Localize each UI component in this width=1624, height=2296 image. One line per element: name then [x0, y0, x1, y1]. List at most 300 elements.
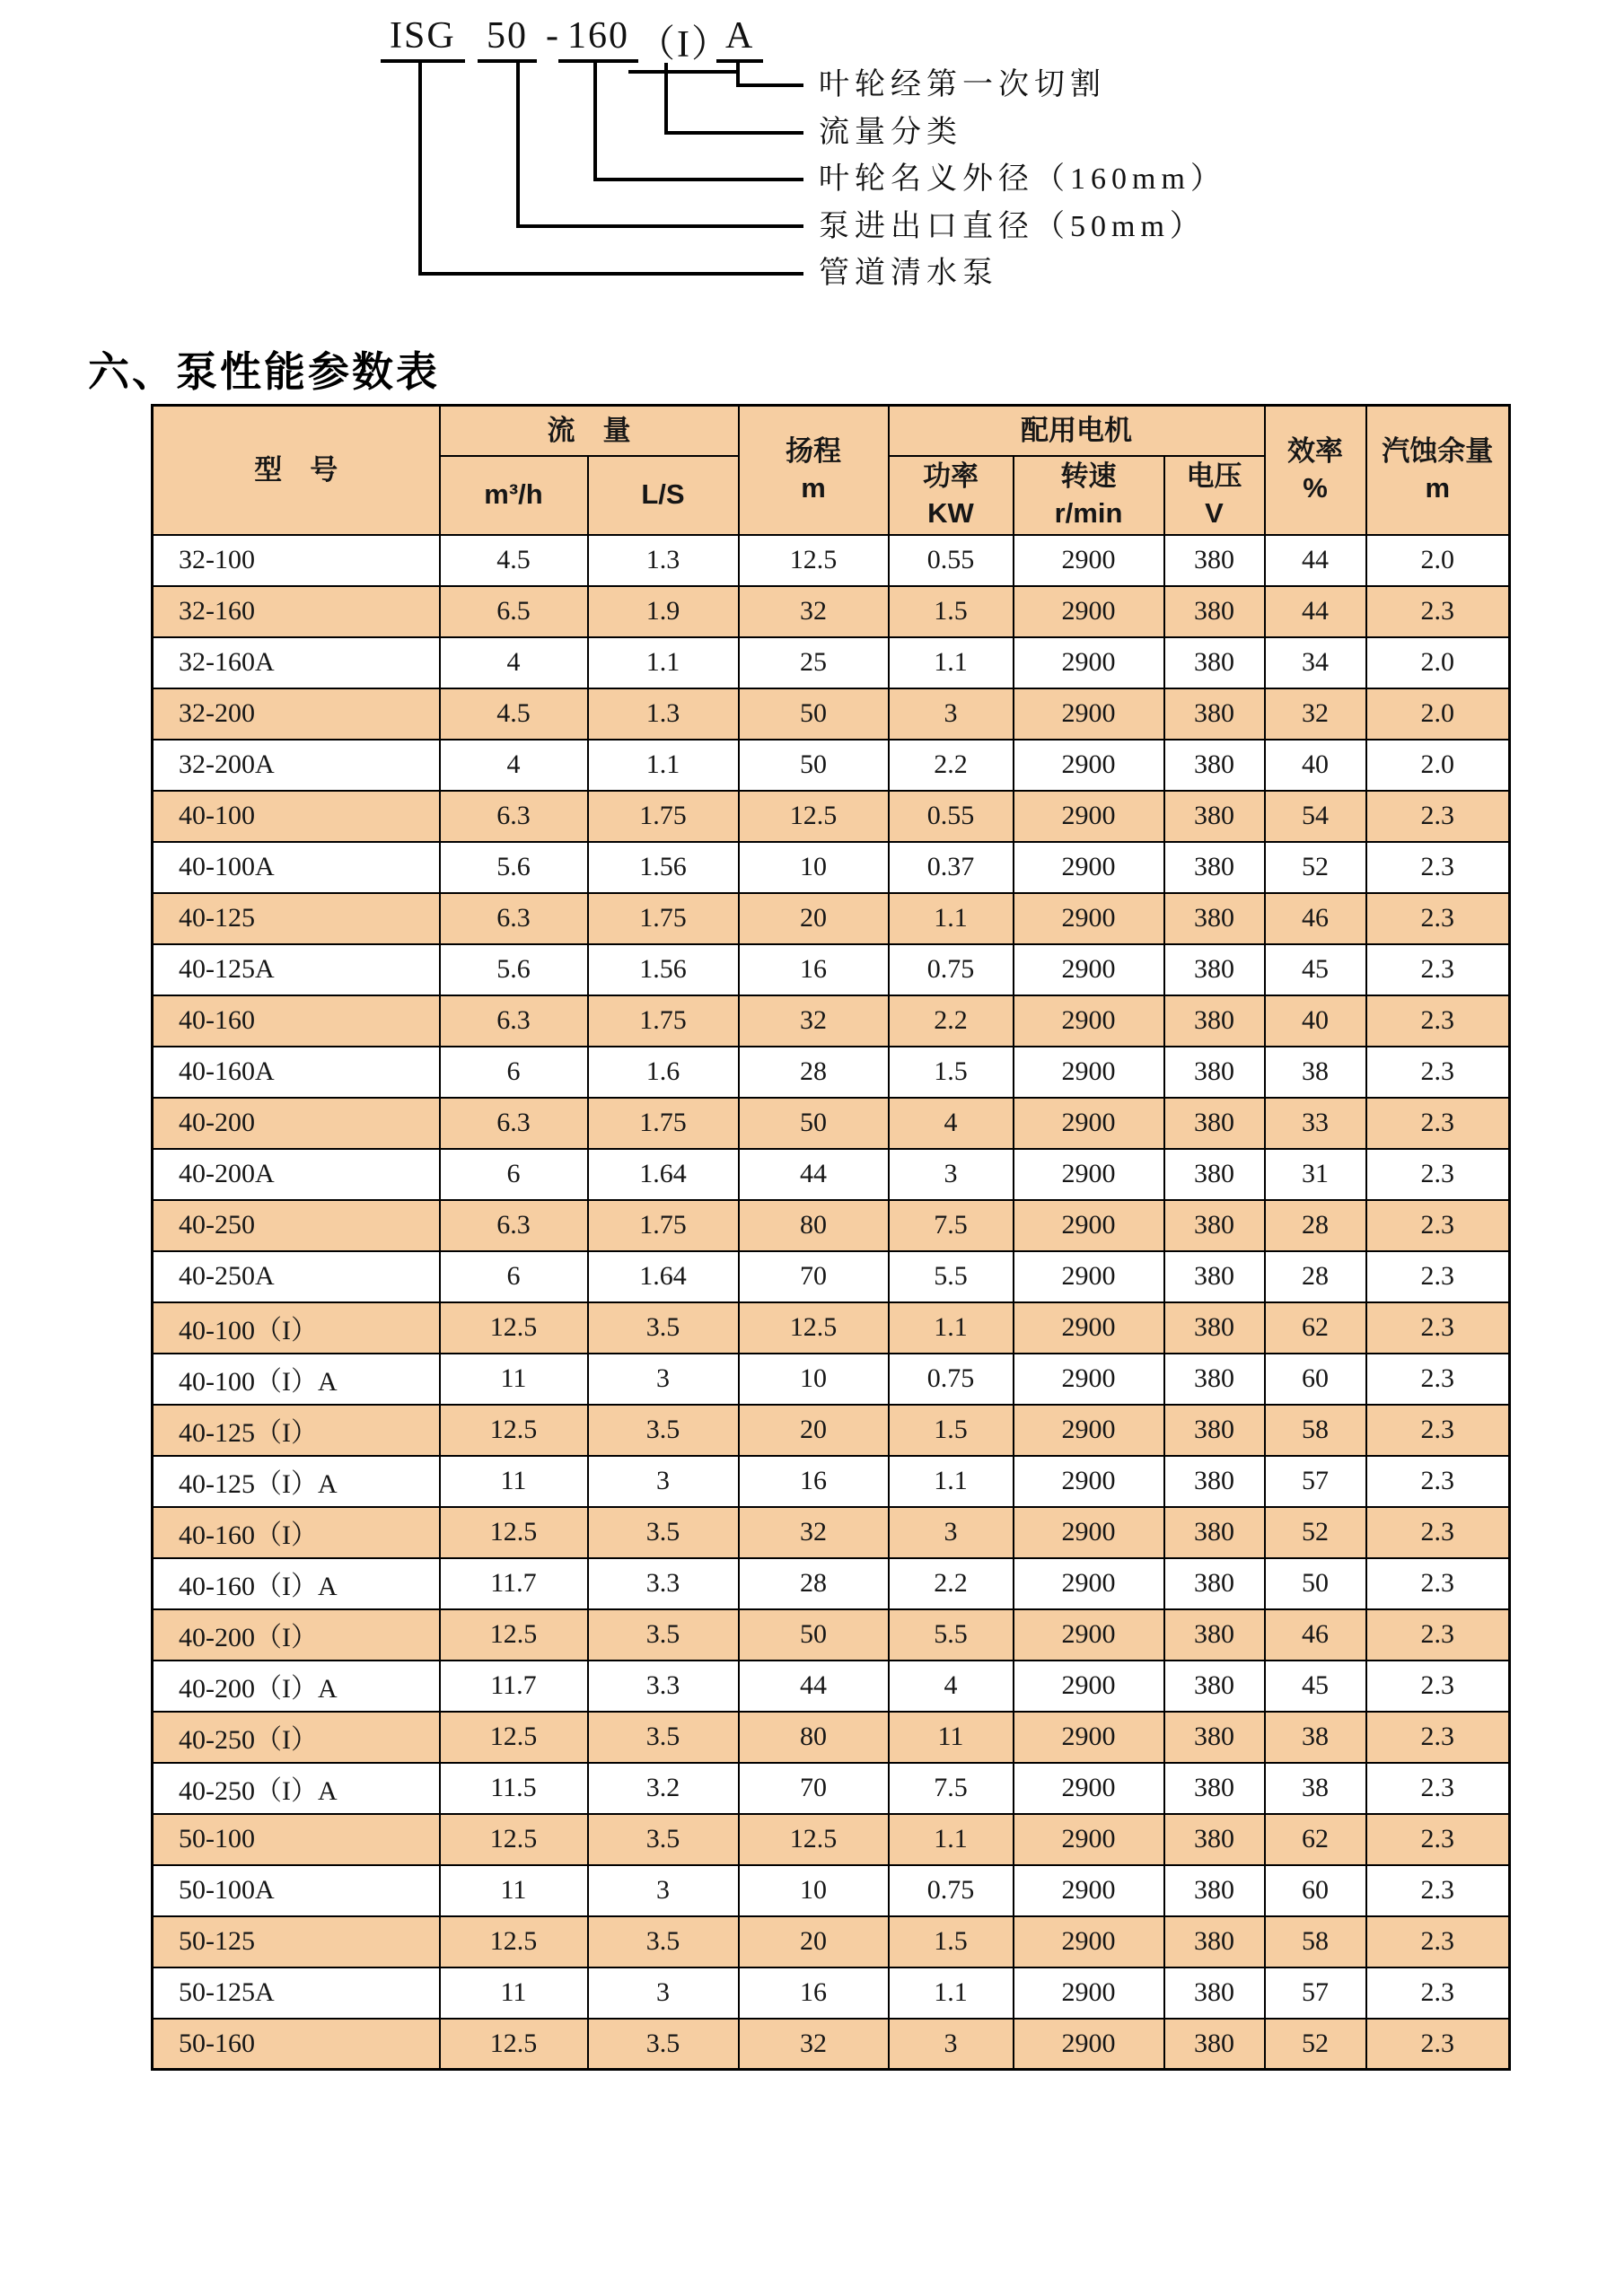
cell-model: 32-100 — [153, 535, 440, 586]
cell-head: 20 — [739, 1916, 889, 1967]
cell-v: 380 — [1164, 791, 1265, 842]
cell-eff: 31 — [1265, 1149, 1366, 1200]
cell-rpm: 2900 — [1014, 1712, 1164, 1763]
table-row — [153, 637, 1510, 688]
table-row — [153, 535, 1510, 586]
cell-model: 40-200（I） — [153, 1609, 440, 1661]
cell-model: 32-160 — [153, 586, 440, 637]
cell-rpm: 2900 — [1014, 1302, 1164, 1354]
cell-npsh: 2.3 — [1366, 1507, 1510, 1558]
table-row — [153, 1047, 1510, 1098]
cell-m3h: 5.6 — [440, 944, 588, 995]
cell-m3h: 12.5 — [440, 1405, 588, 1456]
cell-m3h: 12.5 — [440, 1712, 588, 1763]
cell-model: 40-125（I）A — [153, 1456, 440, 1507]
table-row — [153, 1507, 1510, 1558]
cell-eff: 45 — [1265, 1661, 1366, 1712]
cell-m3h: 6 — [440, 1251, 588, 1302]
cell-eff: 52 — [1265, 2019, 1366, 2070]
code-part-cut: A — [716, 14, 763, 63]
cell-model: 50-125A — [153, 1967, 440, 2019]
cell-eff: 38 — [1265, 1047, 1366, 1098]
cell-ls: 1.75 — [588, 995, 739, 1047]
cell-head: 44 — [739, 1661, 889, 1712]
cell-eff: 57 — [1265, 1456, 1366, 1507]
cell-kw: 1.1 — [889, 893, 1014, 944]
cell-ls: 3 — [588, 1354, 739, 1405]
cell-head: 25 — [739, 637, 889, 688]
cell-npsh: 2.3 — [1366, 893, 1510, 944]
cell-npsh: 2.3 — [1366, 2019, 1510, 2070]
table-row — [153, 740, 1510, 791]
cell-kw: 1.1 — [889, 1967, 1014, 2019]
cell-npsh: 2.3 — [1366, 1814, 1510, 1865]
cell-v: 380 — [1164, 1763, 1265, 1814]
cell-kw: 3 — [889, 1149, 1014, 1200]
cell-eff: 46 — [1265, 1609, 1366, 1661]
cell-npsh: 2.3 — [1366, 791, 1510, 842]
cell-head: 10 — [739, 1865, 889, 1916]
cell-eff: 57 — [1265, 1967, 1366, 2019]
cell-rpm: 2900 — [1014, 1098, 1164, 1149]
cell-rpm: 2900 — [1014, 637, 1164, 688]
cell-npsh: 2.3 — [1366, 1354, 1510, 1405]
header-voltage: 电压 V — [1164, 456, 1265, 535]
cell-ls: 1.1 — [588, 637, 739, 688]
cell-m3h: 4.5 — [440, 688, 588, 740]
cell-ls: 3.5 — [588, 1302, 739, 1354]
cell-m3h: 11 — [440, 1456, 588, 1507]
cell-npsh: 2.3 — [1366, 1251, 1510, 1302]
cell-v: 380 — [1164, 1967, 1265, 2019]
header-head: 扬程 m — [739, 406, 889, 535]
table-row — [153, 1814, 1510, 1865]
cell-m3h: 6.3 — [440, 791, 588, 842]
cell-v: 380 — [1164, 1712, 1265, 1763]
header-motor: 配用电机 — [889, 406, 1265, 456]
cell-ls: 3 — [588, 1456, 739, 1507]
cell-ls: 3.5 — [588, 1609, 739, 1661]
cell-m3h: 6.3 — [440, 1200, 588, 1251]
cell-head: 50 — [739, 740, 889, 791]
diagram-label-impeller-od: 叶轮名义外径（160mm） — [819, 162, 1226, 196]
table-row — [153, 688, 1510, 740]
cell-ls: 1.6 — [588, 1047, 739, 1098]
cell-eff: 28 — [1265, 1200, 1366, 1251]
cell-kw: 2.2 — [889, 995, 1014, 1047]
cell-kw: 0.37 — [889, 842, 1014, 893]
cell-model: 40-100（I）A — [153, 1354, 440, 1405]
table-row — [153, 1916, 1510, 1967]
cell-head: 10 — [739, 1354, 889, 1405]
table-row — [153, 1251, 1510, 1302]
cell-m3h: 6.5 — [440, 586, 588, 637]
cell-head: 12.5 — [739, 1302, 889, 1354]
cell-rpm: 2900 — [1014, 586, 1164, 637]
table-row — [153, 1763, 1510, 1814]
cell-model: 40-200 — [153, 1098, 440, 1149]
cell-rpm: 2900 — [1014, 1814, 1164, 1865]
cell-ls: 3.5 — [588, 1916, 739, 1967]
cell-head: 12.5 — [739, 1814, 889, 1865]
cell-kw: 5.5 — [889, 1609, 1014, 1661]
cell-ls: 3.3 — [588, 1558, 739, 1609]
cell-eff: 33 — [1265, 1098, 1366, 1149]
cell-v: 380 — [1164, 1456, 1265, 1507]
cell-model: 40-100 — [153, 791, 440, 842]
cell-eff: 28 — [1265, 1251, 1366, 1302]
cell-v: 380 — [1164, 586, 1265, 637]
cell-npsh: 2.3 — [1366, 1609, 1510, 1661]
cell-kw: 1.5 — [889, 586, 1014, 637]
cell-npsh: 2.3 — [1366, 1456, 1510, 1507]
cell-rpm: 2900 — [1014, 740, 1164, 791]
cell-npsh: 2.3 — [1366, 1661, 1510, 1712]
cell-eff: 58 — [1265, 1916, 1366, 1967]
cell-head: 12.5 — [739, 535, 889, 586]
cell-m3h: 6.3 — [440, 893, 588, 944]
cell-head: 32 — [739, 586, 889, 637]
cell-v: 380 — [1164, 1661, 1265, 1712]
cell-eff: 52 — [1265, 842, 1366, 893]
cell-ls: 3.5 — [588, 1814, 739, 1865]
cell-rpm: 2900 — [1014, 842, 1164, 893]
cell-npsh: 2.3 — [1366, 1763, 1510, 1814]
code-part-diameter: 50 — [478, 14, 537, 63]
cell-kw: 3 — [889, 1507, 1014, 1558]
cell-rpm: 2900 — [1014, 1967, 1164, 2019]
cell-model: 40-160（I）A — [153, 1558, 440, 1609]
cell-model: 50-100A — [153, 1865, 440, 1916]
cell-model: 40-160A — [153, 1047, 440, 1098]
cell-kw: 0.75 — [889, 1354, 1014, 1405]
cell-head: 50 — [739, 1098, 889, 1149]
cell-ls: 3.5 — [588, 1712, 739, 1763]
cell-head: 44 — [739, 1149, 889, 1200]
header-power: 功率 KW — [889, 456, 1014, 535]
cell-rpm: 2900 — [1014, 1507, 1164, 1558]
cell-head: 32 — [739, 2019, 889, 2070]
cell-kw: 1.1 — [889, 1456, 1014, 1507]
cell-eff: 44 — [1265, 586, 1366, 637]
cell-rpm: 2900 — [1014, 1251, 1164, 1302]
cell-model: 40-160 — [153, 995, 440, 1047]
cell-eff: 62 — [1265, 1302, 1366, 1354]
cell-rpm: 2900 — [1014, 1456, 1164, 1507]
cell-eff: 44 — [1265, 535, 1366, 586]
cell-rpm: 2900 — [1014, 1661, 1164, 1712]
table-row — [153, 1405, 1510, 1456]
cell-kw: 4 — [889, 1661, 1014, 1712]
cell-v: 380 — [1164, 1047, 1265, 1098]
cell-npsh: 2.3 — [1366, 842, 1510, 893]
cell-v: 380 — [1164, 893, 1265, 944]
cell-npsh: 2.3 — [1366, 1149, 1510, 1200]
table-header — [153, 406, 1510, 535]
diagram-label-port-diameter: 泵进出口直径（50mm） — [819, 210, 1206, 243]
header-efficiency: 效率 % — [1265, 406, 1366, 535]
table-row — [153, 842, 1510, 893]
cell-model: 32-200 — [153, 688, 440, 740]
cell-model: 40-200A — [153, 1149, 440, 1200]
table-row — [153, 1456, 1510, 1507]
cell-kw: 11 — [889, 1712, 1014, 1763]
diagram-label-first-cut: 叶轮经第一次切割 — [819, 68, 1106, 101]
cell-rpm: 2900 — [1014, 1763, 1164, 1814]
cell-ls: 3 — [588, 1967, 739, 2019]
table-row — [153, 944, 1510, 995]
cell-rpm: 2900 — [1014, 2019, 1164, 2070]
cell-kw: 3 — [889, 688, 1014, 740]
cell-kw: 2.2 — [889, 740, 1014, 791]
cell-m3h: 11 — [440, 1865, 588, 1916]
cell-v: 380 — [1164, 1865, 1265, 1916]
table-row — [153, 1200, 1510, 1251]
header-speed: 转速 r/min — [1014, 456, 1164, 535]
cell-rpm: 2900 — [1014, 1200, 1164, 1251]
cell-model: 40-250（I）A — [153, 1763, 440, 1814]
cell-head: 32 — [739, 995, 889, 1047]
cell-m3h: 11.5 — [440, 1763, 588, 1814]
cell-eff: 38 — [1265, 1763, 1366, 1814]
table-row — [153, 1558, 1510, 1609]
cell-kw: 0.75 — [889, 944, 1014, 995]
cell-head: 28 — [739, 1047, 889, 1098]
table-row — [153, 995, 1510, 1047]
cell-ls: 1.75 — [588, 1200, 739, 1251]
cell-v: 380 — [1164, 944, 1265, 995]
pump-performance-table — [151, 404, 1511, 2071]
header-npsh: 汽蚀余量 m — [1366, 406, 1510, 535]
code-part-impeller: 160 — [558, 14, 638, 63]
cell-kw: 0.55 — [889, 791, 1014, 842]
cell-eff: 45 — [1265, 944, 1366, 995]
cell-head: 28 — [739, 1558, 889, 1609]
cell-model: 50-125 — [153, 1916, 440, 1967]
table-row — [153, 1661, 1510, 1712]
cell-npsh: 2.3 — [1366, 1098, 1510, 1149]
table-row — [153, 1712, 1510, 1763]
cell-kw: 1.5 — [889, 1047, 1014, 1098]
cell-npsh: 2.3 — [1366, 1302, 1510, 1354]
cell-head: 70 — [739, 1251, 889, 1302]
header-flow: 流 量 — [440, 406, 739, 456]
diagram-label-flow-class: 流量分类 — [819, 116, 962, 149]
cell-rpm: 2900 — [1014, 1405, 1164, 1456]
cell-kw: 1.5 — [889, 1916, 1014, 1967]
cell-v: 380 — [1164, 637, 1265, 688]
cell-eff: 54 — [1265, 791, 1366, 842]
cell-npsh: 2.3 — [1366, 1916, 1510, 1967]
cell-model: 40-250A — [153, 1251, 440, 1302]
cell-model: 40-200（I）A — [153, 1661, 440, 1712]
cell-eff: 40 — [1265, 995, 1366, 1047]
cell-v: 380 — [1164, 1200, 1265, 1251]
cell-eff: 58 — [1265, 1405, 1366, 1456]
cell-model: 40-125A — [153, 944, 440, 995]
cell-v: 380 — [1164, 1507, 1265, 1558]
cell-npsh: 2.3 — [1366, 1865, 1510, 1916]
cell-m3h: 6 — [440, 1047, 588, 1098]
section-title: 六、泵性能参数表 — [88, 348, 440, 395]
cell-m3h: 6.3 — [440, 1098, 588, 1149]
cell-v: 380 — [1164, 740, 1265, 791]
cell-rpm: 2900 — [1014, 1916, 1164, 1967]
cell-v: 380 — [1164, 842, 1265, 893]
table-body — [153, 535, 1510, 2070]
cell-m3h: 6 — [440, 1149, 588, 1200]
cell-m3h: 4 — [440, 637, 588, 688]
cell-rpm: 2900 — [1014, 995, 1164, 1047]
cell-ls: 3.2 — [588, 1763, 739, 1814]
cell-v: 380 — [1164, 1814, 1265, 1865]
cell-kw: 1.1 — [889, 1814, 1014, 1865]
cell-npsh: 2.3 — [1366, 1047, 1510, 1098]
cell-eff: 40 — [1265, 740, 1366, 791]
table-row — [153, 1865, 1510, 1916]
cell-kw: 0.75 — [889, 1865, 1014, 1916]
cell-kw: 7.5 — [889, 1200, 1014, 1251]
cell-head: 50 — [739, 688, 889, 740]
cell-v: 380 — [1164, 1302, 1265, 1354]
cell-model: 40-125 — [153, 893, 440, 944]
cell-m3h: 12.5 — [440, 1507, 588, 1558]
cell-npsh: 2.3 — [1366, 1558, 1510, 1609]
cell-eff: 60 — [1265, 1865, 1366, 1916]
cell-npsh: 2.3 — [1366, 995, 1510, 1047]
cell-ls: 1.3 — [588, 535, 739, 586]
cell-ls: 1.56 — [588, 944, 739, 995]
cell-m3h: 5.6 — [440, 842, 588, 893]
table-row — [153, 2019, 1510, 2070]
diagram-lines — [0, 0, 1624, 323]
cell-head: 20 — [739, 1405, 889, 1456]
table-row — [153, 1149, 1510, 1200]
cell-rpm: 2900 — [1014, 535, 1164, 586]
cell-npsh: 2.0 — [1366, 535, 1510, 586]
cell-v: 380 — [1164, 1405, 1265, 1456]
cell-head: 16 — [739, 1456, 889, 1507]
cell-head: 50 — [739, 1609, 889, 1661]
cell-ls: 1.9 — [588, 586, 739, 637]
cell-kw: 1.5 — [889, 1405, 1014, 1456]
cell-ls: 3 — [588, 1865, 739, 1916]
cell-m3h: 4 — [440, 740, 588, 791]
cell-head: 80 — [739, 1712, 889, 1763]
cell-rpm: 2900 — [1014, 893, 1164, 944]
header-flow-m3h: m³/h — [440, 456, 588, 535]
cell-head: 80 — [739, 1200, 889, 1251]
cell-rpm: 2900 — [1014, 1609, 1164, 1661]
cell-m3h: 12.5 — [440, 2019, 588, 2070]
cell-ls: 1.75 — [588, 1098, 739, 1149]
cell-m3h: 12.5 — [440, 1302, 588, 1354]
cell-m3h: 12.5 — [440, 1814, 588, 1865]
cell-ls: 3.5 — [588, 1405, 739, 1456]
table-row — [153, 1098, 1510, 1149]
code-part-series: ISG — [381, 14, 465, 63]
cell-m3h: 12.5 — [440, 1609, 588, 1661]
cell-ls: 1.1 — [588, 740, 739, 791]
cell-eff: 32 — [1265, 688, 1366, 740]
cell-v: 380 — [1164, 535, 1265, 586]
cell-eff: 50 — [1265, 1558, 1366, 1609]
cell-m3h: 4.5 — [440, 535, 588, 586]
header-flow-ls: L/S — [588, 456, 739, 535]
model-code-diagram — [0, 0, 1624, 323]
table-row — [153, 1302, 1510, 1354]
cell-head: 10 — [739, 842, 889, 893]
table-row — [153, 1609, 1510, 1661]
cell-m3h: 6.3 — [440, 995, 588, 1047]
cell-model: 40-100A — [153, 842, 440, 893]
cell-v: 380 — [1164, 1354, 1265, 1405]
cell-kw: 2.2 — [889, 1558, 1014, 1609]
table-row — [153, 1354, 1510, 1405]
header-model: 型 号 — [153, 406, 440, 535]
cell-kw: 4 — [889, 1098, 1014, 1149]
cell-v: 380 — [1164, 1916, 1265, 1967]
cell-model: 40-100（I） — [153, 1302, 440, 1354]
cell-model: 40-250（I） — [153, 1712, 440, 1763]
cell-eff: 52 — [1265, 1507, 1366, 1558]
diagram-label-pipeline-pump: 管道清水泵 — [819, 257, 998, 290]
table-row — [153, 1967, 1510, 2019]
cell-m3h: 12.5 — [440, 1916, 588, 1967]
cell-kw: 1.1 — [889, 637, 1014, 688]
cell-m3h: 11.7 — [440, 1661, 588, 1712]
cell-npsh: 2.3 — [1366, 1967, 1510, 2019]
cell-m3h: 11 — [440, 1967, 588, 2019]
cell-eff: 62 — [1265, 1814, 1366, 1865]
cell-ls: 3.3 — [588, 1661, 739, 1712]
cell-kw: 3 — [889, 2019, 1014, 2070]
cell-m3h: 11 — [440, 1354, 588, 1405]
cell-ls: 1.75 — [588, 893, 739, 944]
cell-rpm: 2900 — [1014, 1865, 1164, 1916]
cell-ls: 1.56 — [588, 842, 739, 893]
cell-rpm: 2900 — [1014, 1558, 1164, 1609]
cell-rpm: 2900 — [1014, 944, 1164, 995]
cell-model: 40-250 — [153, 1200, 440, 1251]
cell-eff: 34 — [1265, 637, 1366, 688]
cell-model: 40-125（I） — [153, 1405, 440, 1456]
cell-v: 380 — [1164, 2019, 1265, 2070]
cell-v: 380 — [1164, 1609, 1265, 1661]
cell-m3h: 11.7 — [440, 1558, 588, 1609]
table-row — [153, 586, 1510, 637]
cell-model: 40-160（I） — [153, 1507, 440, 1558]
cell-npsh: 2.3 — [1366, 944, 1510, 995]
cell-rpm: 2900 — [1014, 688, 1164, 740]
cell-model: 32-160A — [153, 637, 440, 688]
cell-model: 50-100 — [153, 1814, 440, 1865]
cell-v: 380 — [1164, 1558, 1265, 1609]
cell-ls: 1.75 — [588, 791, 739, 842]
cell-head: 70 — [739, 1763, 889, 1814]
cell-head: 20 — [739, 893, 889, 944]
cell-npsh: 2.0 — [1366, 637, 1510, 688]
cell-npsh: 2.3 — [1366, 586, 1510, 637]
cell-head: 16 — [739, 944, 889, 995]
cell-v: 380 — [1164, 1149, 1265, 1200]
cell-ls: 3.5 — [588, 2019, 739, 2070]
table-row — [153, 791, 1510, 842]
cell-eff: 60 — [1265, 1354, 1366, 1405]
cell-ls: 1.64 — [588, 1149, 739, 1200]
table-row — [153, 893, 1510, 944]
cell-v: 380 — [1164, 1251, 1265, 1302]
